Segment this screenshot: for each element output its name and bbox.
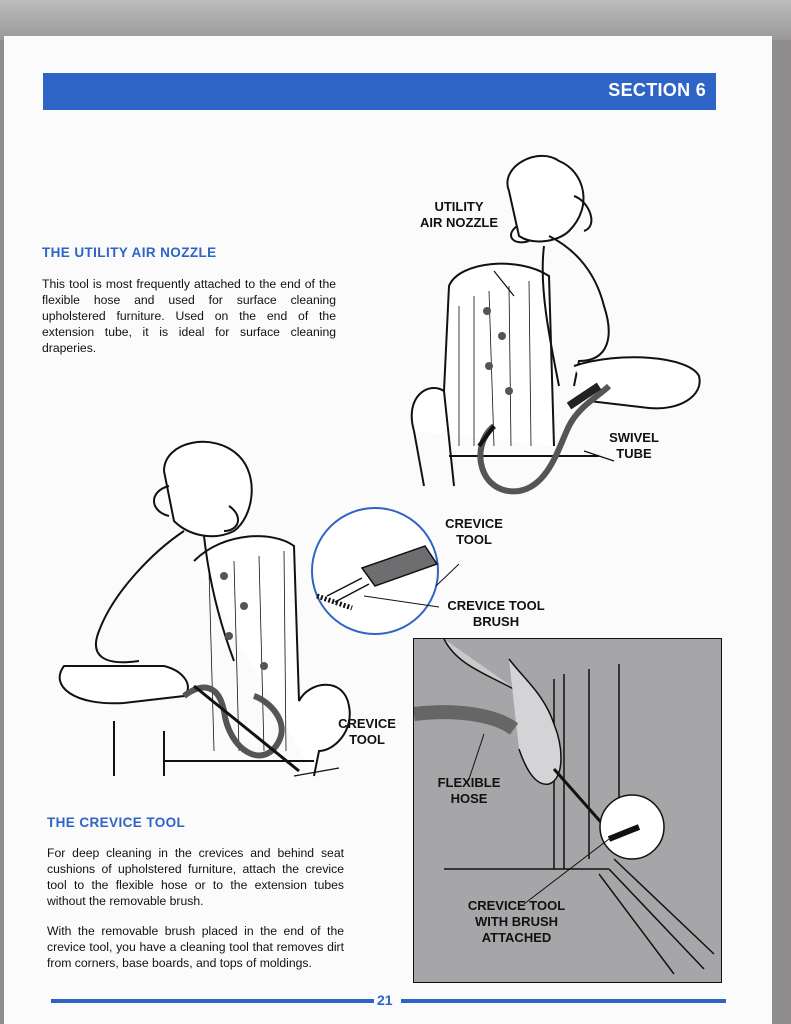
callout-crevice-tool-top: CREVICE TOOL (445, 516, 503, 547)
utility-text: This tool is most frequently attached to the end of the flexible hose and used for surface cleaning upholstered furniture. Used on the end of the extension tube, it is ideal for surface cleaning draperies. (42, 277, 336, 355)
background-shade (0, 0, 791, 40)
callout-crevice-tool-with-brush: CREVICE TOOL WITH BRUSH ATTACHED (467, 898, 566, 945)
callout-crevice-tool-chair: CREVICE TOOL (338, 716, 396, 747)
utility-paragraph (42, 276, 336, 370)
section-header-bar (43, 73, 716, 110)
manual-page (4, 36, 772, 1024)
callout-flexible-hose: FLEXIBLE HOSE (437, 775, 501, 806)
footer-rule-right (401, 999, 726, 1003)
callout-utility-air-nozzle: UTILITY AIR NOZZLE (420, 199, 498, 230)
utility-heading: THE UTILITY AIR NOZZLE (42, 245, 217, 260)
footer-rule-left (51, 999, 374, 1003)
callout-swivel-tube: SWIVEL TUBE (609, 430, 659, 461)
callout-crevice-tool-brush: CREVICE TOOL BRUSH (447, 598, 545, 629)
crevice-text-block (47, 845, 344, 985)
crevice-paragraph-2: With the removable brush placed in the end of the crevice tool, you have a cleaning tool that removes dirt from corners, base boards, and tops of moldings. (47, 924, 344, 970)
crevice-paragraph-1: For deep cleaning in the crevices and behind seat cushions of upholstered furniture, attach the crevice tool to the flexible hose or to the extension tubes without the removable brush. (47, 846, 344, 908)
crevice-heading: THE CREVICE TOOL (47, 815, 186, 830)
section-label: SECTION 6 (608, 80, 706, 100)
callout-leaders (364, 536, 564, 626)
page-number: 21 (377, 992, 393, 1008)
